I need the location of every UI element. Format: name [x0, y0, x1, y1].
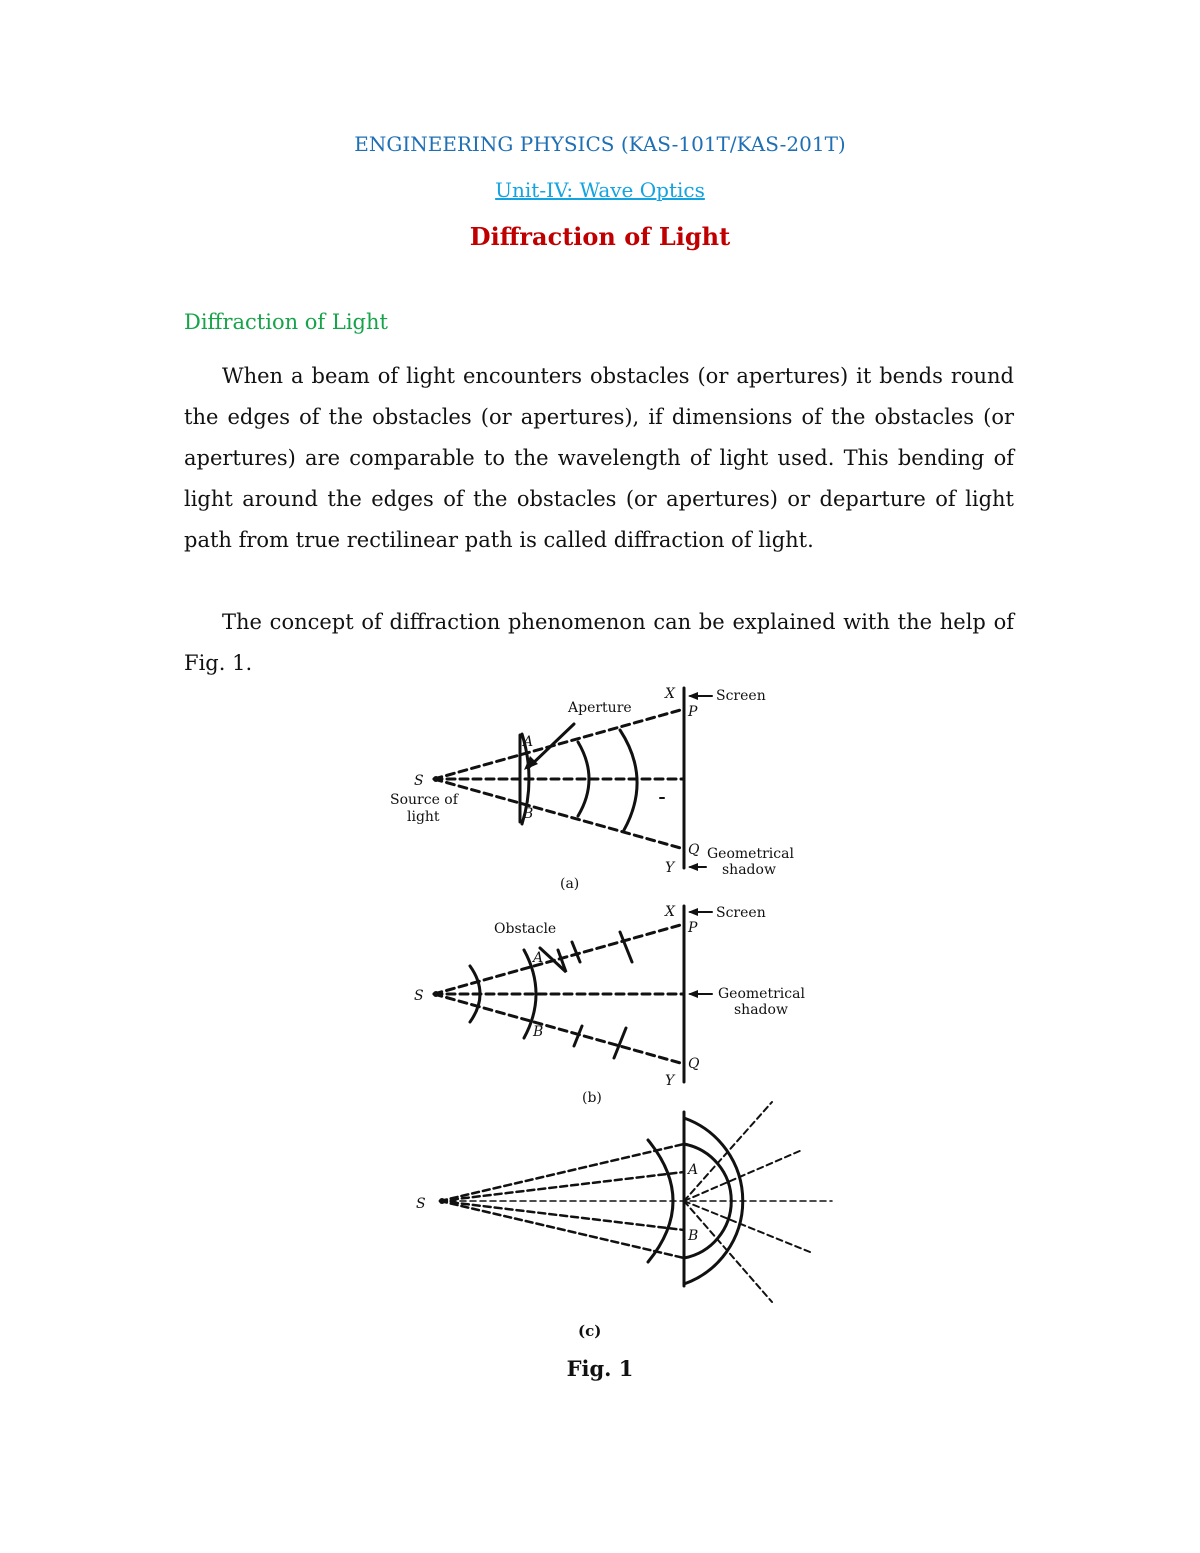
fig-b-upper-ray — [434, 924, 684, 994]
fig-a-screen-label: Screen — [716, 688, 766, 704]
fig-b-screen-label: Screen — [716, 905, 766, 921]
fig-b-q-label: Q — [688, 1056, 700, 1072]
fig-b-shadow-label-1: Geometrical — [718, 986, 805, 1002]
figure-caption: Fig. 1 — [566, 1356, 634, 1381]
fig-a-upper-ray — [434, 709, 684, 779]
fig-c-diffracted-3 — [684, 1201, 810, 1252]
fig-b-upper-arc-2 — [620, 932, 632, 962]
fig-b-y-label: Y — [665, 1073, 675, 1089]
fig-a-shadow-label-1: Geometrical — [707, 846, 794, 862]
fig-b-caption: (b) — [582, 1090, 602, 1106]
fig-b-lower-arc-1 — [574, 1026, 582, 1046]
fig-a-q-label: Q — [688, 842, 700, 858]
fig-b-p-label: P — [688, 920, 698, 936]
fig-a-shadow-label-2: shadow — [722, 862, 776, 878]
unit-title-text: Unit-IV: Wave Optics — [495, 178, 705, 202]
course-title: ENGINEERING PHYSICS (KAS-101T/KAS-201T) — [354, 132, 846, 156]
fig-a-point-a: A — [523, 734, 534, 750]
fig-b-point-b: B — [533, 1024, 544, 1040]
fig-a-x-label: X — [665, 686, 675, 702]
paragraph-2-text: The concept of diffraction phenomenon can be explained with the help of Fig. 1. — [184, 610, 1014, 675]
fig-b-shadow-label-2: shadow — [734, 1002, 788, 1018]
fig-a-point-b: B — [523, 806, 534, 822]
fig-c-source-label: S — [416, 1196, 426, 1212]
fig-c-ray-2 — [440, 1172, 684, 1201]
fig-b-obstacle-arrow — [540, 948, 566, 972]
fig-b-source-label: S — [414, 988, 424, 1004]
main-title: Diffraction of Light — [469, 222, 731, 251]
figure-b-diagram — [434, 906, 712, 1082]
fig-c-point-a: A — [688, 1162, 699, 1178]
figure-c-diagram — [440, 1102, 832, 1302]
fig-a-source-caption-2: light — [407, 809, 440, 825]
fig-a-aperture-label: Aperture — [568, 700, 632, 716]
fig-c-point-b: B — [688, 1228, 699, 1244]
fig-a-source-label: S — [414, 773, 424, 789]
paragraph-1-text: When a beam of light encounters obstacles (or apertures) it bends round the edges of the obstacles (or apertures), if dimensions of the obstacles (or apertures) are comparable to the wavelength of light used. This bending of light around the edges of the obstacles (or apertures) or departure of light path from true rectilinear path is called diffraction of light. — [184, 364, 1014, 552]
fig-b-point-a: A — [533, 950, 544, 966]
section-heading: Diffraction of Light — [184, 310, 388, 334]
fig-c-caption: (c) — [578, 1322, 602, 1340]
fig-b-x-label: X — [665, 904, 675, 920]
fig-a-p-label: P — [688, 704, 698, 720]
fig-c-ray-3 — [440, 1201, 684, 1230]
fig-b-obstacle-label: Obstacle — [494, 921, 557, 937]
fig-a-lower-ray — [434, 779, 684, 849]
fig-c-ray-4 — [440, 1201, 684, 1258]
fig-b-lower-ray — [434, 994, 684, 1064]
fig-a-y-label: Y — [665, 860, 675, 876]
fig-a-source-caption-1: Source of — [390, 792, 458, 808]
fig-b-lower-arc-2 — [614, 1028, 626, 1058]
fig-c-ray-1 — [440, 1144, 684, 1201]
fig-a-caption: (a) — [560, 876, 580, 892]
